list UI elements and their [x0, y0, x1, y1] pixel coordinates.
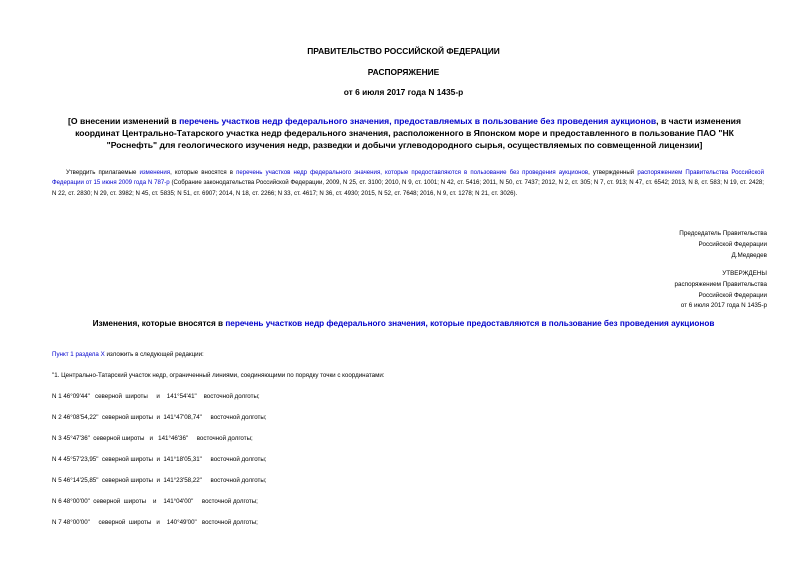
point-line: N 2 46°08'54,22" северной широты и 141°47'08,74" восточной долготы;: [52, 414, 267, 421]
para-text-3: , утвержденный: [588, 169, 638, 176]
main-paragraph: [52, 168, 764, 199]
para-text-2: , которые вносятся в: [170, 169, 237, 176]
approval-line-3: Российской Федерации: [698, 291, 767, 299]
approval-line-1: УТВЕРЖДЕНЫ: [722, 270, 767, 277]
changes-title-open: Изменения, которые вносятся в: [92, 319, 226, 328]
para-text-1: Утвердить прилагаемые: [66, 169, 140, 176]
amendment-line: [52, 351, 204, 358]
area-intro: "1. Центрально-Татарский участок недр, ограниченный линиями, соединяющими по порядку точки с координатами:: [52, 372, 385, 379]
document-title: [52, 115, 757, 151]
point-line: N 4 45°57'23,95" северной широты и 141°18'05,31" восточной долготы;: [52, 456, 267, 463]
signature-name: Д.Медведев: [731, 251, 767, 259]
document-type: РАСПОРЯЖЕНИЕ: [367, 67, 440, 77]
point-line: N 5 46°14'25,85" северной широты и 141°23'58,22" восточной долготы;: [52, 477, 267, 484]
changes-title: [40, 319, 767, 328]
changes-link[interactable]: изменения: [139, 169, 171, 176]
approval-line-4: от 6 июля 2017 года N 1435-р: [680, 302, 767, 310]
point-line: N 6 48°00'00" северной широты и 141°04'00" восточной долготы;: [52, 498, 258, 505]
title-rest: , в части изменения координат Центрально-Татарского участка недр федерального значения, расположенного в Японском море и предоставленного в пользование ПАО "НК "Роснефть" для геологического изучения недр, разведки и добычи углеводородного сырья, осуществляемых по совмещенной лицензии]: [75, 116, 741, 150]
para-text-4: (Собрание законодательства Российской Федерации, 2009, N 25, ст. 3100; 2010, N 9, ст. 1001; N 42, ст. 5416; 2011, N 50, ст. 7437; 2012, N 2, ст. 305; N 7, ст. 913; N 47, ст. 6542; 2013, N 8, ст. 583; N 19, ст. 2428; N 22, ст. 2830; N 29, ст. 3982; N 45, ст. 5835; N 51, ст. 6907; 2014, N 18, ст. 2266; N 33, ст. 4617; N 36, ст. 4930; 2015, N 52, ст. 7648; 2016, N 9, ст. 1278; N 21, ст. 3026).: [52, 179, 764, 197]
signature-line-2: Российской Федерации: [698, 240, 767, 248]
document-date: от 6 июля 2017 года N 1435-р: [343, 87, 464, 97]
signature-block: [679, 229, 767, 261]
signature-line-1: Председатель Правительства: [679, 230, 767, 237]
point-line: N 1 46°09'44" северной широты и 141°54'41" восточной долготы;: [52, 393, 260, 400]
title-open: [О внесении изменений в: [68, 116, 180, 126]
government-heading: ПРАВИТЕЛЬСТВО РОССИЙСКОЙ ФЕДЕРАЦИИ: [307, 46, 500, 56]
changes-title-link[interactable]: перечень участков недр федерального значения, которые предоставляются в пользование без проведения аукционов: [225, 319, 715, 328]
point-line: N 3 45°47'36" северной широты и 141°46'36" восточной долготы;: [52, 435, 253, 442]
amendment-text: изложить в следующей редакции:: [104, 351, 204, 358]
approval-block: [675, 269, 767, 312]
title-list-link[interactable]: перечень участков недр федерального значения, предоставляемых в пользование без проведения аукционов: [179, 116, 657, 126]
approval-line-2: распоряжением Правительства: [674, 280, 767, 288]
list-link[interactable]: перечень участков недр федерального значения, которые предоставляются в пользование без проведения аукционов: [236, 169, 589, 176]
order-787-link[interactable]: распоряжением Правительства Российской Федерации от 15 июня 2009 года N 787-р: [52, 169, 764, 187]
point-line: N 7 48°00'00" северной широты и 140°49'00" восточной долготы;: [52, 519, 258, 526]
section-link[interactable]: Пункт 1 раздела X: [52, 351, 105, 358]
